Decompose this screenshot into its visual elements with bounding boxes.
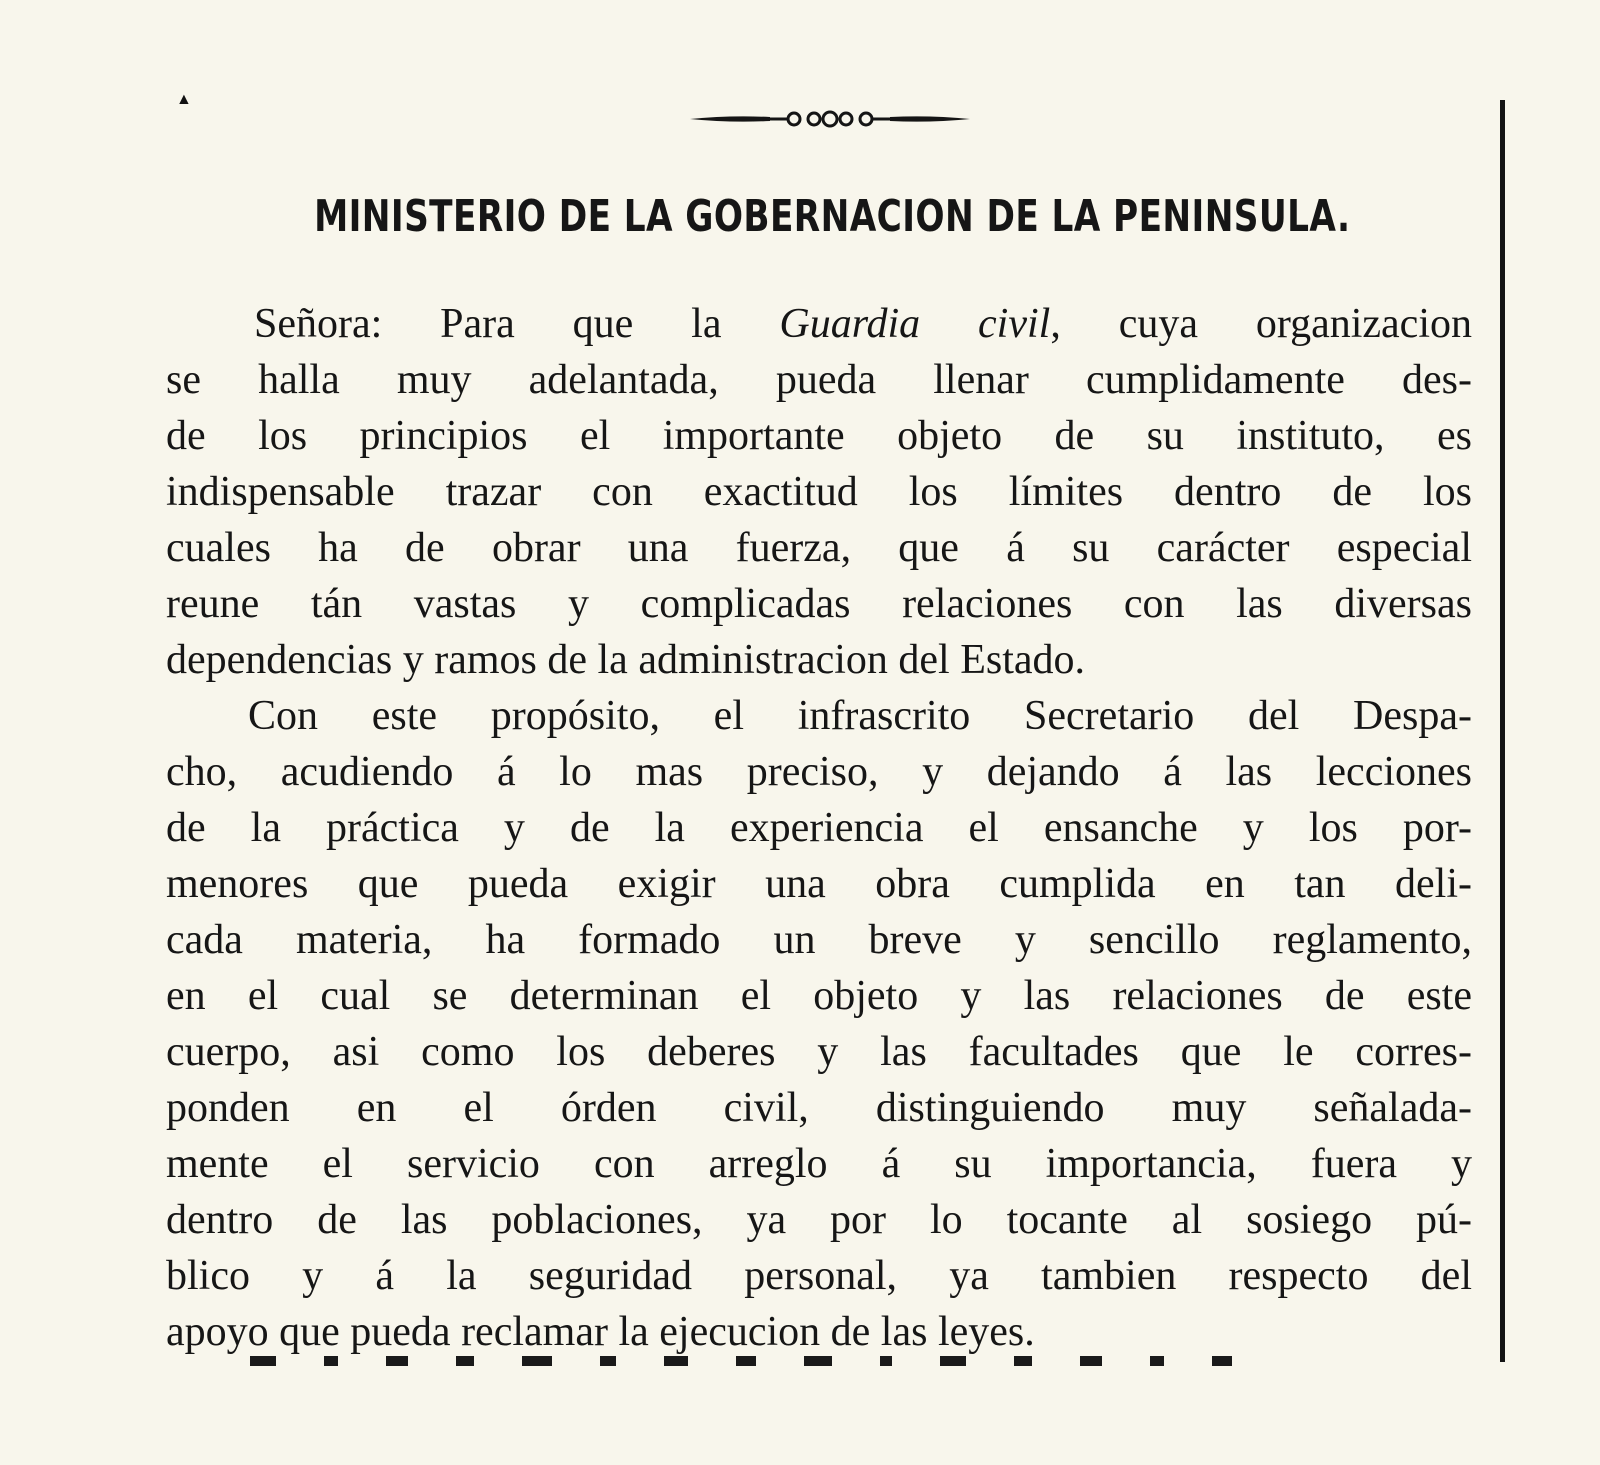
paragraph-2-line: Con este propósito, el infrascrito Secretario del Despa- xyxy=(248,693,1472,739)
paragraph-2-line: de la práctica y de la experiencia el ensanche y los por- xyxy=(166,805,1472,851)
paragraph-1-line: dependencias y ramos de la administracion del Estado. xyxy=(166,637,1086,683)
paragraph-2-line: cada materia, ha formado un breve y sencillo reglamento, xyxy=(166,917,1472,963)
paragraph-2-line: cho, acudiendo á lo mas preciso, y dejando á las lecciones xyxy=(166,749,1472,795)
column-rule xyxy=(1500,100,1505,1362)
paragraph-1-line: de los principios el importante objeto de su instituto, es xyxy=(166,413,1472,459)
paragraph-2-line: en el cual se determinan el objeto y las relaciones de este xyxy=(166,973,1472,1019)
paragraph-1-line: cuales ha de obrar una fuerza, que á su carácter especial xyxy=(166,525,1472,571)
cropped-next-line xyxy=(250,1352,1470,1366)
paragraph-2-line: mente el servicio con arreglo á su importancia, fuera y xyxy=(166,1141,1472,1187)
paragraph-1-line: reune tán vastas y complicadas relaciones con las diversas xyxy=(166,581,1472,627)
paragraph-1-line: se halla muy adelantada, pueda llenar cumplidamente des- xyxy=(166,357,1472,403)
body-text xyxy=(166,296,1472,1360)
paragraph-2-line: cuerpo, asi como los deberes y las facultades que le corres- xyxy=(166,1029,1472,1075)
corner-mark: ▲ xyxy=(176,91,192,108)
paragraph-1-line: indispensable trazar con exactitud los límites dentro de los xyxy=(166,469,1472,515)
paragraph-2-line: ponden en el órden civil, distinguiendo muy señalada- xyxy=(166,1085,1472,1131)
paragraph-2-line: dentro de las poblaciones, ya por lo tocante al sosiego pú- xyxy=(166,1197,1472,1243)
ministry-heading: MINISTERIO DE LA GOBERNACION DE LA PENINSULA. xyxy=(314,191,1351,242)
paragraph-2-line: menores que pueda exigir una obra cumplida en tan deli- xyxy=(166,861,1472,907)
paragraph-2-line: blico y á la seguridad personal, ya tambien respecto del xyxy=(166,1253,1472,1299)
ornament-divider xyxy=(690,104,970,134)
guardia-civil-italic: Guardia civil xyxy=(779,301,1051,347)
paragraph-2-line: apoyo que pueda reclamar la ejecucion de las leyes. xyxy=(166,1309,1035,1355)
paragraph-1-line-1: Señora: Para que la Guardia civil, cuya organizacion xyxy=(254,301,1472,347)
